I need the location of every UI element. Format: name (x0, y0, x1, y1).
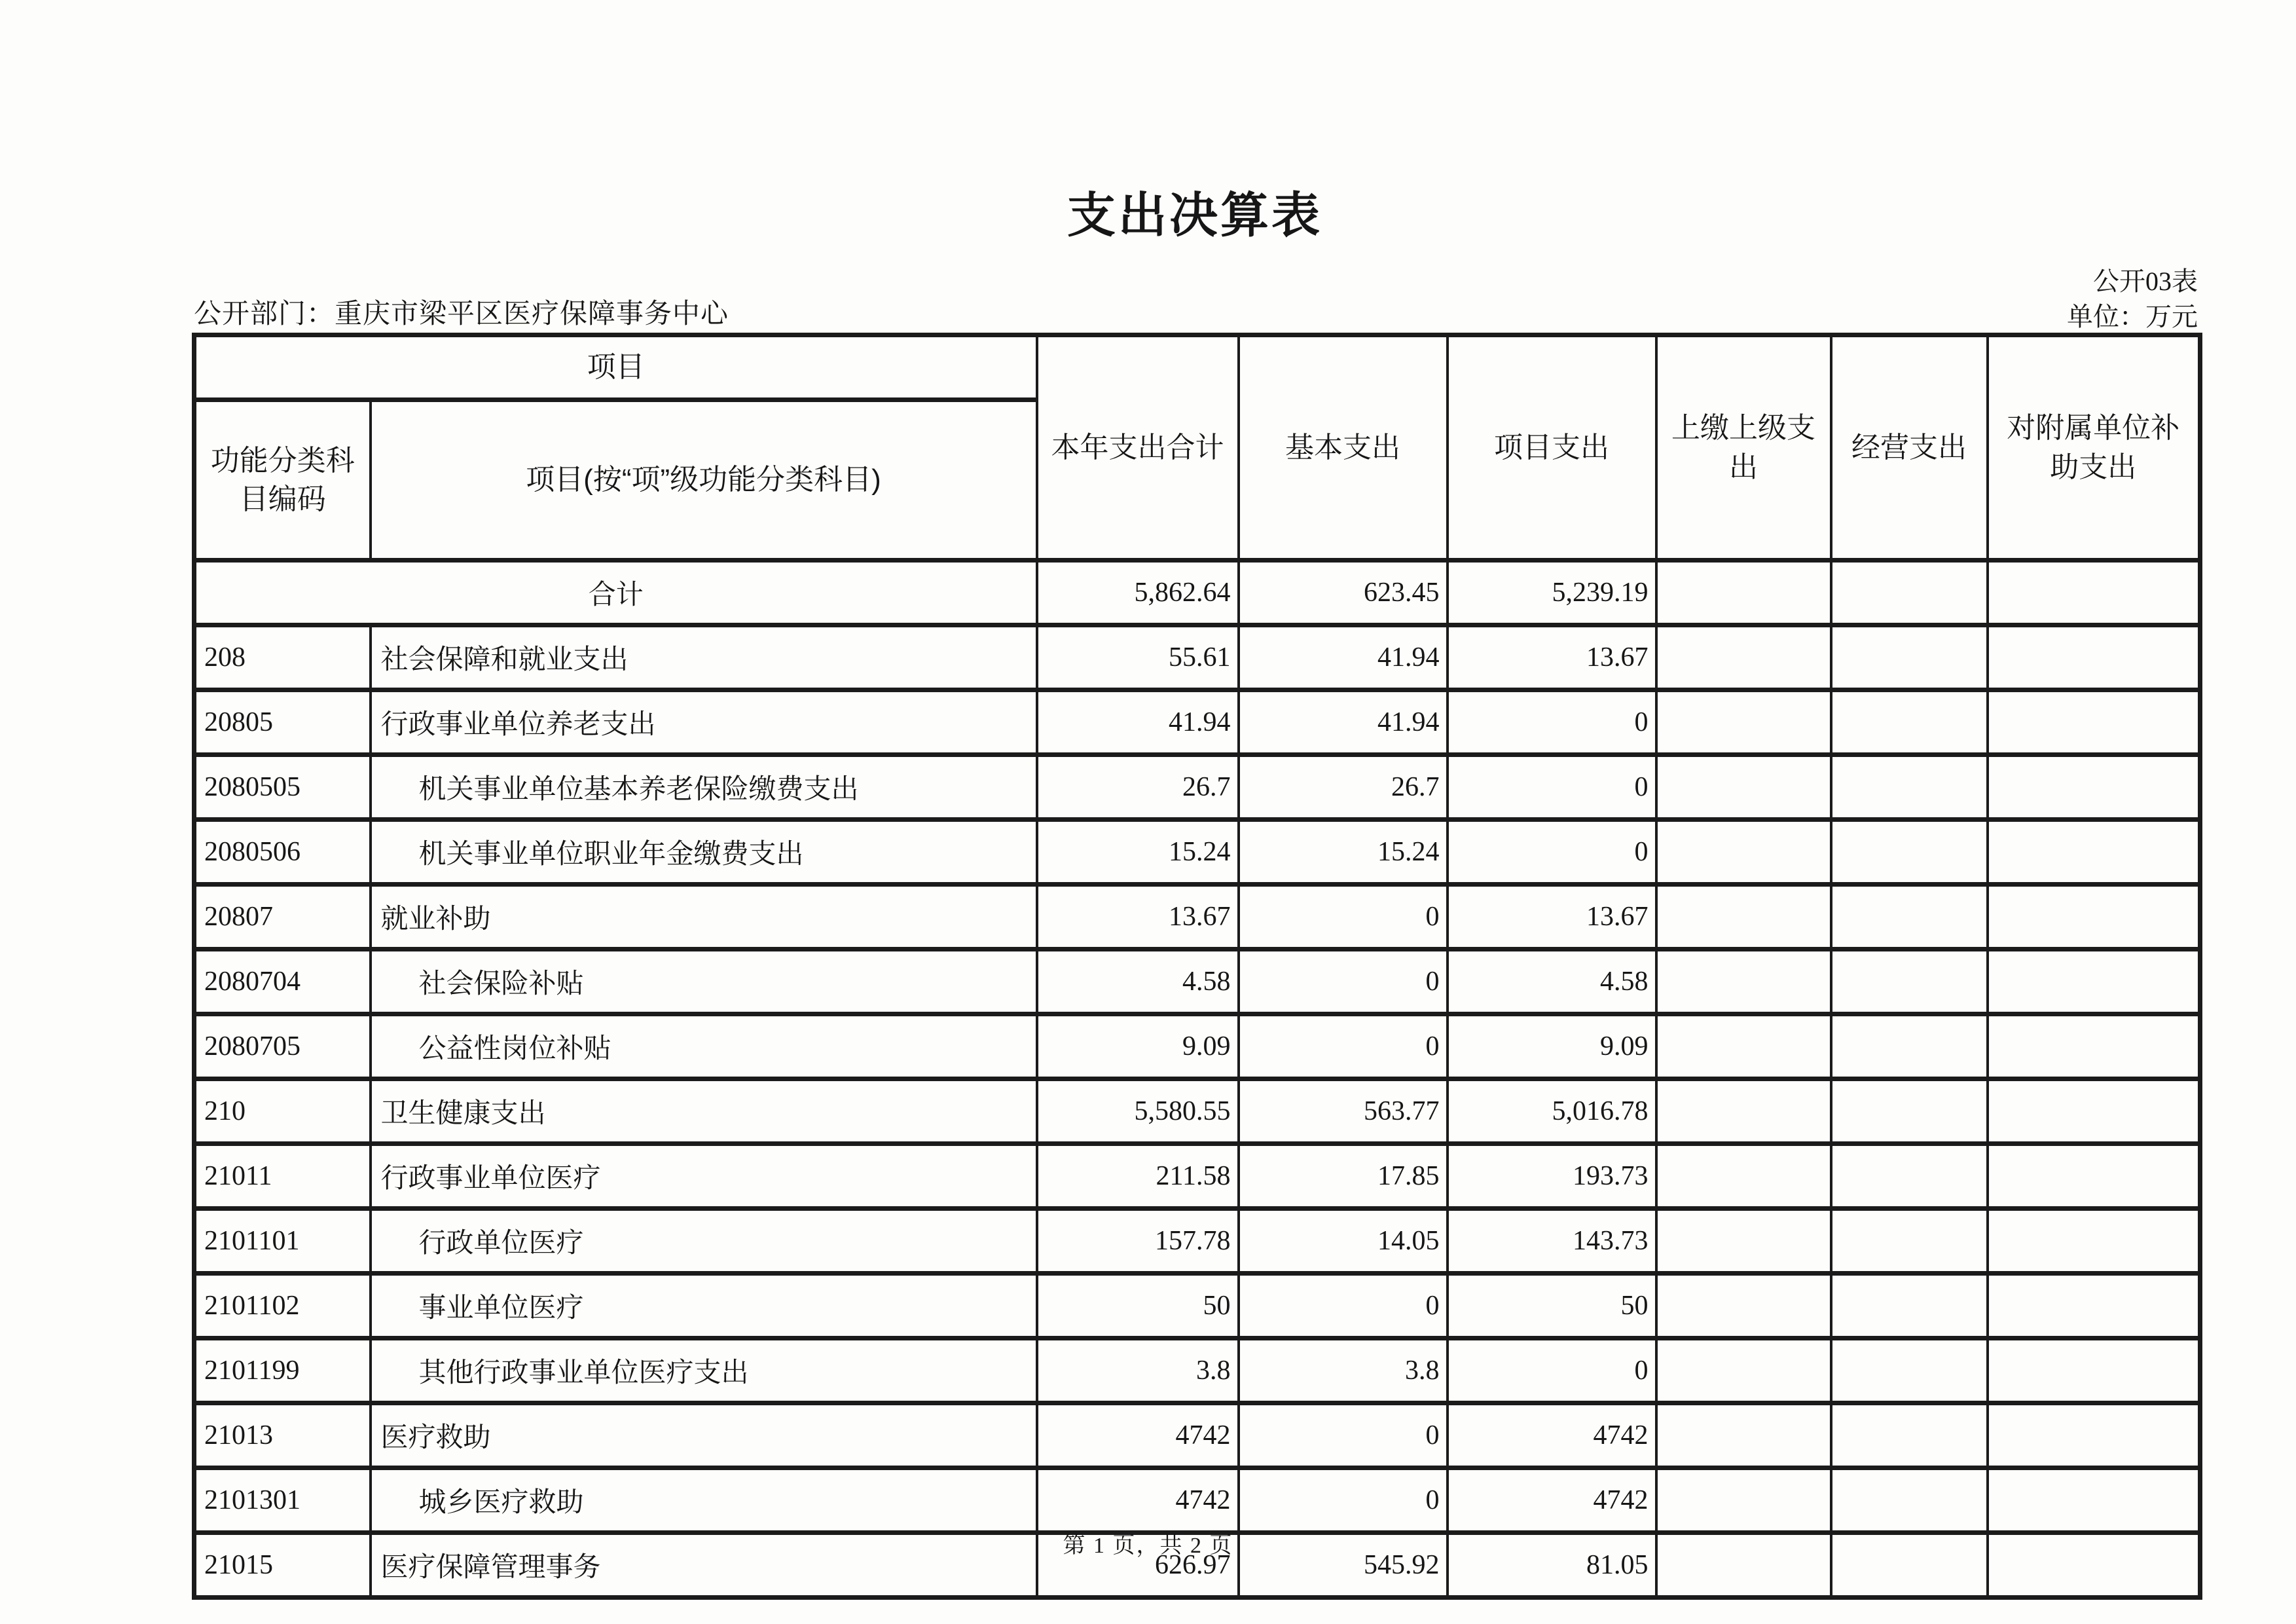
table-row (194, 885, 2200, 950)
table-row (194, 820, 2200, 885)
expenditure-table (192, 333, 2202, 1600)
total-expenditure: 13.67 (1037, 885, 1239, 950)
project-expenditure: 5,016.78 (1448, 1079, 1656, 1144)
operating-expenditure (1831, 1209, 1988, 1274)
total-expenditure: 157.78 (1037, 1209, 1239, 1274)
basic-expenditure: 0 (1239, 885, 1448, 950)
header-subsidy-expenditure: 对附属单位补助支出 (1988, 335, 2200, 561)
table-row (194, 690, 2200, 755)
item-name: 行政单位医疗 (371, 1209, 1037, 1274)
upper-level-expenditure (1656, 755, 1831, 820)
subsidy-expenditure (1988, 561, 2200, 625)
table-row (194, 1468, 2200, 1533)
function-code: 2080505 (194, 755, 371, 820)
function-code: 20805 (194, 690, 371, 755)
form-code-label: 公开03表 (2093, 267, 2198, 296)
total-expenditure: 41.94 (1037, 690, 1239, 755)
table-row (194, 1274, 2200, 1338)
upper-level-expenditure (1656, 1403, 1831, 1468)
total-expenditure: 3.8 (1037, 1338, 1239, 1403)
subsidy-expenditure (1988, 1079, 2200, 1144)
header-operating-expenditure: 经营支出 (1831, 335, 1988, 561)
total-expenditure: 15.24 (1037, 820, 1239, 885)
item-name: 其他行政事业单位医疗支出 (371, 1338, 1037, 1403)
upper-level-expenditure (1656, 820, 1831, 885)
basic-expenditure: 14.05 (1239, 1209, 1448, 1274)
operating-expenditure (1831, 690, 1988, 755)
subsidy-expenditure (1988, 1014, 2200, 1079)
project-expenditure: 4742 (1448, 1468, 1656, 1533)
item-name: 城乡医疗救助 (371, 1468, 1037, 1533)
item-name: 行政事业单位养老支出 (371, 690, 1037, 755)
function-code: 208 (194, 625, 371, 690)
operating-expenditure (1831, 950, 1988, 1014)
total-expenditure: 9.09 (1037, 1014, 1239, 1079)
basic-expenditure: 0 (1239, 1403, 1448, 1468)
subsidy-expenditure (1988, 1144, 2200, 1209)
basic-expenditure: 0 (1239, 1274, 1448, 1338)
operating-expenditure (1831, 625, 1988, 690)
header-total-expenditure: 本年支出合计 (1037, 335, 1239, 561)
table-body (194, 561, 2200, 1598)
subsidy-expenditure (1988, 1403, 2200, 1468)
function-code: 210 (194, 1079, 371, 1144)
project-expenditure: 193.73 (1448, 1144, 1656, 1209)
upper-level-expenditure (1656, 1079, 1831, 1144)
upper-level-expenditure (1656, 1014, 1831, 1079)
basic-expenditure: 3.8 (1239, 1338, 1448, 1403)
project-expenditure: 9.09 (1448, 1014, 1656, 1079)
total-row-label: 合计 (194, 561, 1037, 625)
subsidy-expenditure (1988, 690, 2200, 755)
function-code: 2101199 (194, 1338, 371, 1403)
project-expenditure: 5,239.19 (1448, 561, 1656, 625)
item-name: 机关事业单位基本养老保险缴费支出 (371, 755, 1037, 820)
upper-level-expenditure (1656, 885, 1831, 950)
subsidy-expenditure (1988, 755, 2200, 820)
function-code: 21015 (194, 1533, 371, 1598)
subsidy-expenditure (1988, 820, 2200, 885)
total-expenditure: 26.7 (1037, 755, 1239, 820)
total-row (194, 561, 2200, 625)
subsidy-expenditure (1988, 625, 2200, 690)
table-row (194, 1014, 2200, 1079)
header-function-code: 功能分类科目编码 (194, 400, 371, 561)
table-row (194, 1403, 2200, 1468)
total-expenditure: 5,862.64 (1037, 561, 1239, 625)
header-item-name: 项目(按“项”级功能分类科目) (371, 400, 1037, 561)
operating-expenditure (1831, 1468, 1988, 1533)
operating-expenditure (1831, 1079, 1988, 1144)
basic-expenditure: 15.24 (1239, 820, 1448, 885)
page-title: 支出决算表 (1067, 189, 1322, 243)
project-expenditure: 4.58 (1448, 950, 1656, 1014)
operating-expenditure (1831, 1144, 1988, 1209)
upper-level-expenditure (1656, 1209, 1831, 1274)
table-row (194, 625, 2200, 690)
subsidy-expenditure (1988, 1338, 2200, 1403)
table-row (194, 755, 2200, 820)
project-expenditure: 4742 (1448, 1403, 1656, 1468)
item-name: 行政事业单位医疗 (371, 1144, 1037, 1209)
basic-expenditure: 623.45 (1239, 561, 1448, 625)
function-code: 21013 (194, 1403, 371, 1468)
subsidy-expenditure (1988, 1209, 2200, 1274)
item-name: 机关事业单位职业年金缴费支出 (371, 820, 1037, 885)
basic-expenditure: 17.85 (1239, 1144, 1448, 1209)
operating-expenditure (1831, 561, 1988, 625)
function-code: 20807 (194, 885, 371, 950)
item-name: 社会保障和就业支出 (371, 625, 1037, 690)
function-code: 2080704 (194, 950, 371, 1014)
total-expenditure: 4742 (1037, 1403, 1239, 1468)
item-name: 公益性岗位补贴 (371, 1014, 1037, 1079)
upper-level-expenditure (1656, 950, 1831, 1014)
unit-label: 单位：万元 (2067, 302, 2198, 331)
project-expenditure: 81.05 (1448, 1533, 1656, 1598)
total-expenditure: 626.97 (1037, 1533, 1239, 1598)
operating-expenditure (1831, 820, 1988, 885)
basic-expenditure: 26.7 (1239, 755, 1448, 820)
item-name: 事业单位医疗 (371, 1274, 1037, 1338)
basic-expenditure: 0 (1239, 950, 1448, 1014)
header-upper-level-expenditure: 上缴上级支出 (1656, 335, 1831, 561)
operating-expenditure (1831, 1403, 1988, 1468)
basic-expenditure: 41.94 (1239, 625, 1448, 690)
function-code: 2101102 (194, 1274, 371, 1338)
upper-level-expenditure (1656, 1144, 1831, 1209)
function-code: 2080705 (194, 1014, 371, 1079)
table-header (194, 335, 2200, 561)
basic-expenditure: 0 (1239, 1468, 1448, 1533)
item-name: 医疗保障管理事务 (371, 1533, 1037, 1598)
function-code: 2080506 (194, 820, 371, 885)
table-row (194, 1079, 2200, 1144)
operating-expenditure (1831, 1274, 1988, 1338)
item-name: 卫生健康支出 (371, 1079, 1037, 1144)
table-row (194, 1209, 2200, 1274)
function-code: 2101301 (194, 1468, 371, 1533)
basic-expenditure: 41.94 (1239, 690, 1448, 755)
operating-expenditure (1831, 1014, 1988, 1079)
project-expenditure: 143.73 (1448, 1209, 1656, 1274)
upper-level-expenditure (1656, 625, 1831, 690)
total-expenditure: 55.61 (1037, 625, 1239, 690)
header-basic-expenditure: 基本支出 (1239, 335, 1448, 561)
item-name: 就业补助 (371, 885, 1037, 950)
subsidy-expenditure (1988, 1274, 2200, 1338)
upper-level-expenditure (1656, 1338, 1831, 1403)
table-row (194, 1338, 2200, 1403)
operating-expenditure (1831, 885, 1988, 950)
department-label: 公开部门：重庆市梁平区医疗保障事务中心 (194, 299, 729, 329)
item-name: 社会保险补贴 (371, 950, 1037, 1014)
table-row (194, 950, 2200, 1014)
total-expenditure: 211.58 (1037, 1144, 1239, 1209)
project-expenditure: 0 (1448, 1338, 1656, 1403)
item-name: 医疗救助 (371, 1403, 1037, 1468)
basic-expenditure: 563.77 (1239, 1079, 1448, 1144)
total-expenditure: 5,580.55 (1037, 1079, 1239, 1144)
total-expenditure: 4.58 (1037, 950, 1239, 1014)
subsidy-expenditure (1988, 950, 2200, 1014)
table-row (194, 1144, 2200, 1209)
basic-expenditure: 545.92 (1239, 1533, 1448, 1598)
subsidy-expenditure (1988, 885, 2200, 950)
page-number: 第 1 页，共 2 页 (1063, 1534, 1233, 1558)
upper-level-expenditure (1656, 561, 1831, 625)
total-expenditure: 4742 (1037, 1468, 1239, 1533)
project-expenditure: 13.67 (1448, 885, 1656, 950)
project-expenditure: 13.67 (1448, 625, 1656, 690)
operating-expenditure (1831, 1338, 1988, 1403)
subsidy-expenditure (1988, 1468, 2200, 1533)
project-expenditure: 50 (1448, 1274, 1656, 1338)
project-expenditure: 0 (1448, 820, 1656, 885)
header-project-group: 项目 (194, 335, 1037, 400)
function-code: 2101101 (194, 1209, 371, 1274)
function-code: 21011 (194, 1144, 371, 1209)
project-expenditure: 0 (1448, 690, 1656, 755)
upper-level-expenditure (1656, 1274, 1831, 1338)
header-project-expenditure: 项目支出 (1448, 335, 1656, 561)
project-expenditure: 0 (1448, 755, 1656, 820)
basic-expenditure: 0 (1239, 1014, 1448, 1079)
upper-level-expenditure (1656, 690, 1831, 755)
total-expenditure: 50 (1037, 1274, 1239, 1338)
upper-level-expenditure (1656, 1468, 1831, 1533)
operating-expenditure (1831, 755, 1988, 820)
